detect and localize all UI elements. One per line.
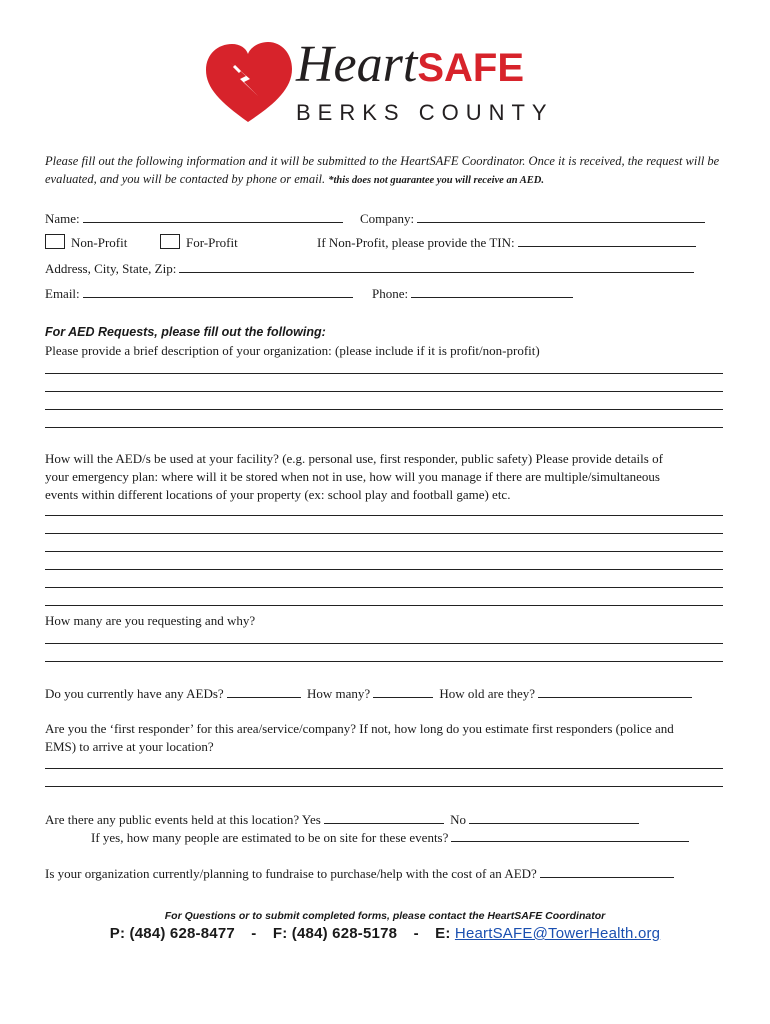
footer-contact-note: For Questions or to submit completed forms, please contact the HeartSAFE Coordinator [164,910,606,922]
company-field[interactable] [417,210,705,223]
answer-line[interactable] [45,605,723,606]
address-field[interactable] [179,260,694,273]
answer-line[interactable] [45,515,723,516]
name-label: Name: [45,211,80,226]
q-usage-line1: How will the AED/s be used at your facility? (e.g. personal use, first responder, public safety) Please provide details of [45,451,663,466]
answer-line[interactable] [45,569,723,570]
footer-separator: - [413,925,419,942]
nonprofit-option[interactable] [45,234,127,251]
answer-line[interactable] [45,643,723,644]
q-usage-line3: events within different locations of your property (ex: school play and football game) etc. [45,487,511,502]
name-field[interactable] [83,210,343,223]
answer-line[interactable] [45,391,723,392]
q-how-many: How many are you requesting and why? [45,613,256,628]
footer-email-link[interactable]: HeartSAFE@TowerHealth.org [454,925,661,942]
q-responder-line1: Are you the ‘first responder’ for this area/service/company? If not, how long do you estimate first responders (police and [45,721,674,736]
answer-line[interactable] [45,768,723,769]
answer-line[interactable] [45,533,723,534]
email-field[interactable] [83,285,353,298]
phone-label: Phone: [372,286,409,301]
answer-line[interactable] [45,427,723,428]
footer-phone: P: (484) 628-8477 [109,925,235,942]
tin-row [317,234,699,251]
q-events-people: If yes, how many people are estimated to be on site for these events? [91,830,449,845]
address-label: Address, City, State, Zip: [45,261,177,276]
current-have-field[interactable] [227,685,301,698]
forprofit-checkbox[interactable] [160,234,180,249]
nonprofit-checkbox[interactable] [45,234,65,249]
q-current-age: How old are they? [439,686,536,701]
address-row [45,260,697,277]
current-count-field[interactable] [373,685,433,698]
q-fundraise-row [45,865,677,882]
q-current-have: Do you currently have any AEDs? [45,686,224,701]
fundraise-field[interactable] [540,865,674,878]
logo-safe-word: SAFE [417,46,525,90]
email-label: Email: [45,286,80,301]
events-yes-field[interactable] [324,811,444,824]
logo-wordmark [296,38,524,95]
q-events-no: No [450,812,466,827]
answer-line[interactable] [45,373,723,374]
name-row [45,210,346,227]
answer-line[interactable] [45,786,723,787]
phone-field[interactable] [411,285,573,298]
logo-heart-word: Heart [296,36,418,93]
intro-text: Please fill out the following information and it will be submitted to the HeartSAFE Coordinator. Once it is received, the request will be evaluated, and you will be contacted by phone or email. [45,154,720,186]
answer-line[interactable] [45,661,723,662]
q-events-people-row [91,829,692,846]
footer-fax: F: (484) 628-5178 [272,925,398,942]
company-row [360,210,708,227]
intro-paragraph [45,152,725,190]
answer-line[interactable] [45,587,723,588]
intro-disclaimer: *this does not guarantee you will receive an AED. [328,175,545,186]
current-age-field[interactable] [538,685,692,698]
tin-field[interactable] [518,234,696,247]
q-current-row [45,685,695,702]
events-people-field[interactable] [451,829,689,842]
footer-separator: - [251,925,257,942]
events-no-field[interactable] [469,811,639,824]
q-events-row [45,811,642,828]
email-row [45,285,356,302]
logo-county: BERKS COUNTY [296,100,554,125]
q-description: Please provide a brief description of your organization: (please include if it is profit/non-profit) [45,343,540,358]
nonprofit-label: Non-Profit [71,235,128,250]
aed-section-heading: For AED Requests, please fill out the following: [45,325,326,339]
answer-line[interactable] [45,409,723,410]
q-responder-line2: EMS) to arrive at your location? [45,739,214,754]
q-current-how-many: How many? [306,686,371,701]
heartsafe-logo [200,36,554,128]
forprofit-label: For-Profit [186,235,238,250]
footer-contact-row [0,925,770,942]
q-usage-line2: your emergency plan: where will it be stored when not in use, how will you manage if there are multiple/simultaneous [45,469,660,484]
tin-label: If Non-Profit, please provide the TIN: [317,235,515,250]
q-events-yes: Are there any public events held at this location? Yes [45,812,321,827]
forprofit-option[interactable] [160,234,238,251]
company-label: Company: [360,211,415,226]
q-fundraise: Is your organization currently/planning to fundraise to purchase/help with the cost of an AED? [45,866,537,881]
answer-line[interactable] [45,551,723,552]
phone-row [372,285,576,302]
footer-email-label: E: [435,925,451,942]
